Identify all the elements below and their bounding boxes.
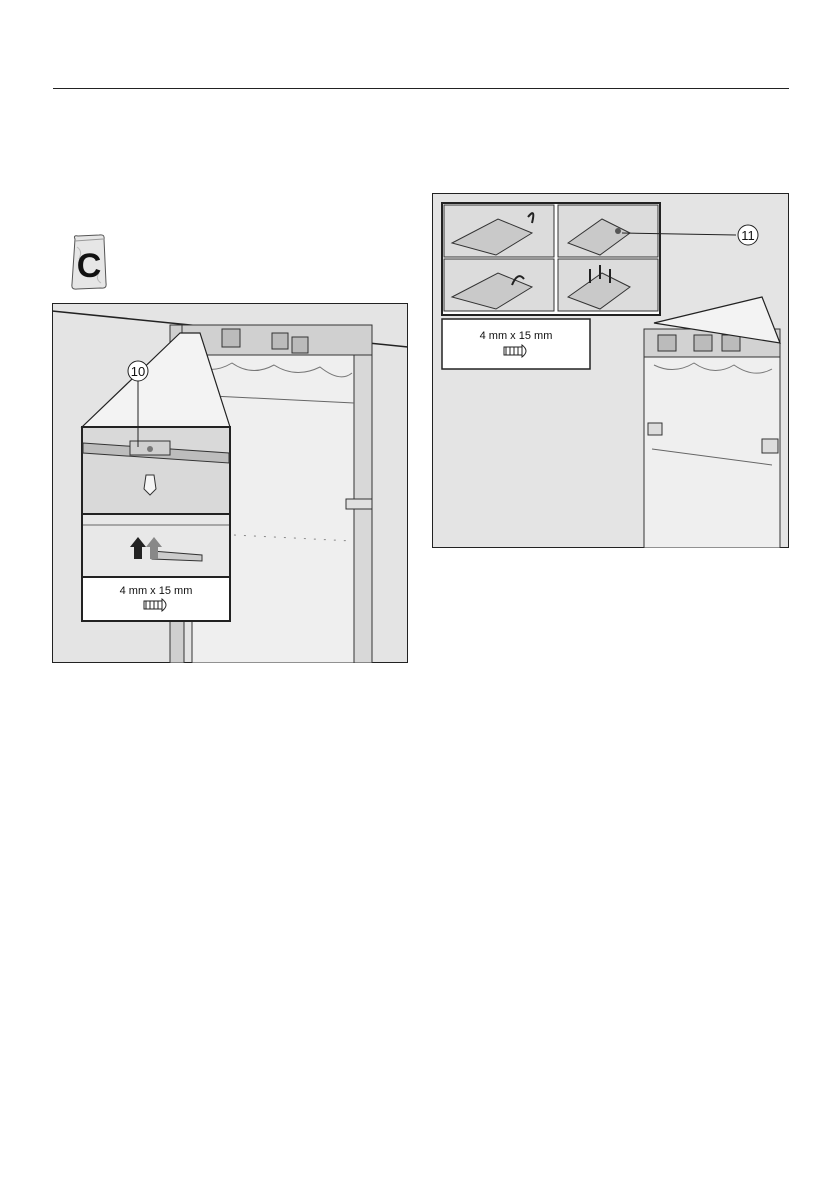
screw-size-label-left: 4 mm x 15 mm [119, 585, 193, 597]
inset-panel [444, 205, 554, 257]
inset-panel [558, 259, 658, 311]
header-rule [53, 88, 789, 89]
accessory-bag-letter: C [76, 247, 102, 285]
inset-panel [444, 259, 554, 311]
accessory-bag-icon [69, 233, 109, 291]
callout-number: 10 [130, 364, 146, 379]
screw-icon [504, 345, 526, 357]
installation-figure-right [432, 193, 789, 548]
screw-size-label-right: 4 mm x 15 mm [479, 330, 553, 342]
installation-figure-left [52, 303, 408, 663]
callout-number: 11 [741, 228, 755, 243]
screw-icon [144, 599, 166, 611]
inset-panel [558, 205, 658, 257]
